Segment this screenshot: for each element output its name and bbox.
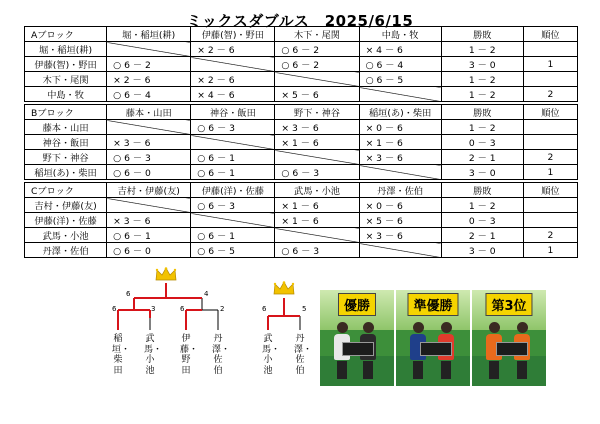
match-score-text: ○ 6 － 0 (113, 168, 151, 179)
block-name: Bブロック (25, 105, 107, 120)
match-score-text: × 3 － 6 (113, 216, 151, 227)
match-score-text: × 2 － 6 (113, 75, 151, 86)
win-loss: 2 － 1 (441, 228, 523, 243)
team-header: 武馬・小池 (275, 183, 359, 198)
match-score-text: × 0 － 6 (365, 123, 403, 134)
team-name: 神谷・飯田 (25, 135, 107, 150)
rank: 1 (523, 165, 577, 180)
player-pair: 武馬・小池 (262, 334, 281, 376)
win-loss: 0 － 3 (441, 135, 523, 150)
win-loss: 1 － 2 (441, 87, 523, 102)
team-header: 中島・牧 (359, 27, 441, 42)
match-score-text: ○ 6 － 3 (281, 246, 320, 257)
team-header: 藤本・山田 (107, 105, 191, 120)
win-loss: 1 － 2 (441, 42, 523, 57)
third-place-banner: 第3位 (485, 293, 532, 316)
match-score-text: × 0 － 6 (365, 201, 403, 212)
match-score-text: ○ 6 － 5 (197, 246, 235, 257)
team-header: 丹澤・佐伯 (359, 183, 441, 198)
match-score-text: × 3 － 6 (365, 153, 403, 164)
rank-header: 順位 (523, 183, 577, 198)
match-score-text: × 3 － 6 (113, 138, 151, 149)
team-header: 吉村・伊藤(友) (107, 183, 191, 198)
match-score-text: ○ 6 － 1 (197, 153, 235, 164)
match-score-text: ○ 6 － 2 (281, 45, 320, 56)
match-score-text: × 4 － 6 (365, 45, 403, 56)
team-name: 伊藤(洋)・佐藤 (25, 213, 107, 228)
player-pair: 稲垣・柴田 (112, 334, 131, 376)
runner-up-photo (396, 290, 470, 386)
team-name: 伊藤(智)・野田 (25, 57, 107, 72)
rank: 1 (523, 57, 577, 72)
team-header: 野下・神谷 (275, 105, 359, 120)
match-score-text: ○ 6 － 4 (365, 60, 404, 71)
team-name: 武馬・小池 (25, 228, 107, 243)
win-loss: 1 － 2 (441, 72, 523, 87)
win-loss: 1 － 2 (441, 120, 523, 135)
win-loss: 1 － 2 (441, 198, 523, 213)
rank: 2 (523, 228, 577, 243)
rank: 1 (523, 243, 577, 258)
player-pair: 丹澤・佐伯 (212, 334, 231, 376)
match-score-text: ○ 6 － 0 (113, 246, 151, 257)
score-label: 5 (302, 305, 307, 313)
rank-header: 順位 (523, 27, 577, 42)
team-name: 堀・稲垣(耕) (25, 42, 107, 57)
team-header: 伊藤(智)・野田 (191, 27, 275, 42)
match-score-text: ○ 6 － 1 (113, 231, 151, 242)
page-title: ミックスダブルス 2025/6/15 (186, 12, 414, 30)
team-header: 堀・稲垣(耕) (107, 27, 191, 42)
match-score-text: ○ 6 － 3 (197, 201, 235, 212)
match-score-text: × 5 － 6 (281, 90, 319, 101)
score-label: 6 (112, 305, 117, 313)
win-loss: 3 － 0 (441, 165, 523, 180)
team-name: 藤本・山田 (25, 120, 107, 135)
match-score-text: × 2 － 6 (197, 75, 235, 86)
match-score-text: ○ 6 － 4 (113, 90, 151, 101)
team-name: 野下・神谷 (25, 150, 107, 165)
score-label: 2 (220, 305, 225, 313)
score-label: 6 (126, 290, 131, 298)
score-label: 6 (262, 305, 267, 313)
match-score-text: × 5 － 6 (365, 216, 403, 227)
team-name: 丹澤・佐伯 (25, 243, 107, 258)
team-name: 中島・牧 (25, 87, 107, 102)
match-score-text: × 1 － 6 (281, 216, 319, 227)
match-score-text: ○ 6 － 5 (365, 75, 404, 86)
team-name: 稲垣(あ)・柴田 (25, 165, 107, 180)
result-header: 勝敗 (441, 27, 523, 42)
score-label: 4 (204, 290, 209, 298)
crown-icon (273, 280, 295, 294)
team-header: 稲垣(あ)・柴田 (359, 105, 441, 120)
block-name: Aブロック (25, 27, 107, 42)
match-score-text: × 1 － 6 (365, 138, 403, 149)
score-label: 3 (151, 305, 156, 313)
score-label: 6 (180, 305, 185, 313)
match-score-text: ○ 6 － 2 (113, 60, 151, 71)
player-pair: 武馬・小池 (144, 334, 163, 376)
third-place-photo (472, 290, 546, 386)
match-score-text: ○ 6 － 3 (281, 168, 320, 179)
win-loss: 3 － 0 (441, 57, 523, 72)
team-header: 神谷・飯田 (191, 105, 275, 120)
block-name: Cブロック (25, 183, 107, 198)
match-score-text: × 1 － 6 (281, 138, 319, 149)
runner-up-banner: 準優勝 (407, 293, 458, 316)
match-score-text: ○ 6 － 3 (197, 123, 235, 134)
result-header: 勝敗 (441, 183, 523, 198)
team-name: 吉村・伊藤(友) (25, 198, 107, 213)
winner-photo (320, 290, 394, 386)
match-score-text: × 2 － 6 (197, 45, 235, 56)
winner-banner: 優勝 (338, 293, 376, 316)
team-header: 伊藤(洋)・佐藤 (191, 183, 275, 198)
rank-header: 順位 (523, 105, 577, 120)
match-score-text: × 1 － 6 (281, 201, 319, 212)
win-loss: 2 － 1 (441, 150, 523, 165)
team-name: 木下・尾関 (25, 72, 107, 87)
team-header: 木下・尾関 (275, 27, 359, 42)
player-pair: 伊藤・野田 (180, 334, 199, 376)
win-loss: 3 － 0 (441, 243, 523, 258)
player-pair: 丹澤・佐伯 (294, 334, 313, 376)
match-score-text: ○ 6 － 3 (113, 153, 151, 164)
match-score-text: ○ 6 － 2 (281, 60, 320, 71)
match-score-text: ○ 6 － 1 (197, 168, 235, 179)
result-header: 勝敗 (441, 105, 523, 120)
rank: 2 (523, 87, 577, 102)
match-score-text: × 3 － 6 (365, 231, 403, 242)
match-score-text: × 3 － 6 (281, 123, 319, 134)
win-loss: 0 － 3 (441, 213, 523, 228)
rank: 2 (523, 150, 577, 165)
match-score-text: ○ 6 － 1 (197, 231, 235, 242)
match-score-text: × 4 － 6 (197, 90, 235, 101)
